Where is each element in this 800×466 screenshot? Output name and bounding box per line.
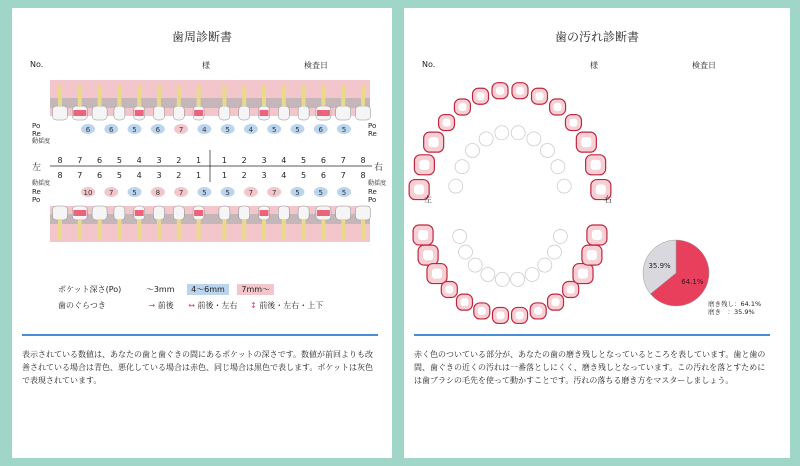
left-row-labels-top	[32, 122, 50, 146]
tooth-number: 3	[261, 156, 267, 165]
date-label: 検査日	[304, 61, 328, 70]
plaque-explanation: 赤く色のついている部分が、あなたの歯の磨き残しとなっているところを表しています。歯と歯の間、歯ぐきの近くの汚れは一番落としにくく、磨き残しとなっています。この汚れを落とすためには歯ブラシの毛先を使って動かすことです。汚れの落ちる磨き方をマスターしましょう。	[414, 334, 770, 387]
tooth-crown	[53, 106, 68, 120]
dental-arch	[409, 83, 611, 324]
tooth-root	[262, 86, 266, 106]
tooth-crown	[173, 106, 184, 120]
tooth-root	[58, 86, 62, 106]
plaque-title: 歯の汚れ診断書	[554, 30, 639, 44]
pocket-value: 5	[225, 126, 230, 134]
tooth-root	[98, 86, 102, 106]
inner-tooth-outline	[540, 143, 554, 157]
tooth-number: 1	[196, 171, 202, 180]
pocket-value: 7	[271, 189, 277, 197]
pocket-value: 5	[225, 189, 230, 197]
arch-tooth-core	[554, 103, 562, 111]
arch-tooth-core	[581, 137, 591, 147]
periodontal-explanation: 表示されている数値は、あなたの歯と歯ぐきの間にあるポケットの深さです。数値が前回よりも改善されている場合は青色、悪化している場合は赤色、同じ場合は黒色で表します。ポケットは灰色で表現されています。	[22, 334, 378, 387]
pocket-value: 5	[341, 126, 347, 134]
pocket-value: 5	[295, 126, 300, 134]
inner-tooth-outline	[527, 132, 541, 146]
inner-tooth-outline	[455, 160, 469, 174]
tooth-crown	[154, 106, 165, 120]
inner-tooth-outline	[449, 179, 463, 193]
tooth-number: 5	[301, 156, 307, 165]
arch-tooth-core	[552, 298, 560, 306]
tooth-root	[242, 86, 246, 106]
re-label: Re	[368, 130, 377, 138]
pie-legend-remaining: 磨き残し：64.1%	[708, 300, 762, 308]
arch-tooth-core	[432, 269, 442, 279]
pocket-value: 6	[155, 126, 161, 134]
tooth-root	[302, 220, 306, 240]
tooth-crown	[239, 106, 250, 120]
tooth-crown	[278, 206, 289, 220]
tooth-number: 3	[156, 156, 162, 165]
pocket-value: 7	[178, 126, 184, 134]
mobility-label: 動揺度	[368, 180, 387, 187]
tooth-crown	[356, 106, 371, 120]
tooth-crown	[278, 106, 289, 120]
tooth-number: 1	[221, 156, 227, 165]
arch-tooth-core	[592, 230, 602, 240]
legend-shallow: 〜3mm	[145, 285, 175, 294]
tooth-root	[137, 220, 141, 240]
tooth-number: 8	[57, 156, 63, 165]
pocket-value: 5	[318, 189, 323, 197]
tooth-root	[341, 220, 345, 240]
tooth-root	[177, 86, 181, 106]
inner-tooth-outline	[495, 272, 509, 286]
tooth-number: 7	[77, 156, 83, 165]
pocket-value: 5	[295, 189, 300, 197]
tooth-crown	[239, 206, 250, 220]
tooth-crown	[336, 106, 351, 120]
arch-tooth-core	[418, 230, 428, 240]
tooth-crown	[92, 206, 107, 220]
inner-tooth-outline	[453, 229, 467, 243]
tooth-number: 8	[360, 171, 366, 180]
inner-tooth-outline	[547, 245, 561, 259]
arch-tooth-core	[535, 92, 543, 100]
tooth-number: 6	[97, 156, 103, 165]
tooth-number: 4	[281, 156, 287, 165]
legend-deep: 7mm〜	[237, 284, 274, 295]
tooth-root	[222, 86, 226, 106]
tooth-root	[78, 86, 82, 106]
upper-tooth-numbers	[57, 156, 365, 165]
tooth-number: 5	[116, 156, 122, 165]
tooth-root	[197, 220, 201, 240]
sama-label: 様	[202, 61, 210, 70]
arch-tooth-core	[414, 185, 424, 195]
right-row-labels-top	[368, 122, 377, 138]
tooth-crown	[92, 106, 107, 120]
periodontal-title: 歯周診断書	[171, 30, 232, 44]
pocket-legend-label: ポケット深さ(Po)	[58, 285, 122, 294]
pocket-value: 4	[248, 126, 254, 134]
tooth-number: 6	[320, 156, 326, 165]
tooth-lesion	[135, 210, 144, 216]
inner-tooth-outline	[525, 267, 539, 281]
pocket-value: 5	[132, 126, 137, 134]
tooth-root	[262, 220, 266, 240]
tooth-root	[242, 220, 246, 240]
pocket-value: 5	[271, 126, 277, 134]
lower-pocket-values	[81, 187, 351, 197]
re-label: Re	[32, 188, 41, 196]
tooth-number: 6	[320, 171, 326, 180]
legend-medium: 4〜6mm	[187, 284, 229, 295]
tooth-lesion	[260, 110, 269, 116]
tooth-root	[197, 86, 201, 106]
pie-legend	[708, 300, 761, 316]
tooth-number: 1	[196, 156, 202, 165]
pocket-value: 5	[132, 189, 137, 197]
po-label: Po	[368, 196, 377, 204]
date-label: 検査日	[692, 61, 716, 70]
tooth-root	[117, 86, 121, 106]
arch-tooth-core	[516, 87, 524, 95]
arch-tooth-core	[445, 286, 453, 294]
arch-tooth-core	[419, 160, 429, 170]
tooth-number: 7	[340, 171, 346, 180]
tooth-lesion	[194, 110, 203, 116]
plaque-sheet	[404, 8, 790, 458]
tooth-crown	[356, 206, 371, 220]
tooth-root	[58, 220, 62, 240]
tooth-root	[282, 86, 286, 106]
tooth-lesion	[73, 210, 86, 216]
pocket-value: 7	[248, 189, 254, 197]
pocket-value: 4	[202, 126, 207, 134]
tooth-crown	[53, 206, 68, 220]
tooth-lesion	[260, 210, 269, 216]
tooth-crown	[114, 206, 125, 220]
tooth-root	[157, 86, 161, 106]
arch-tooth-core	[423, 250, 433, 260]
inner-tooth-outline	[468, 258, 482, 272]
tooth-crown	[154, 206, 165, 220]
inner-tooth-outline	[511, 126, 525, 140]
po-label: Po	[32, 196, 41, 204]
tooth-crown	[336, 206, 351, 220]
arrow-right-icon: →	[148, 301, 156, 310]
inner-tooth-outline	[553, 229, 567, 243]
pocket-value: 7	[178, 189, 184, 197]
pocket-value: 6	[109, 126, 114, 134]
tooth-root	[137, 86, 141, 106]
upper-pocket-values	[81, 124, 351, 134]
arch-tooth-core	[567, 286, 575, 294]
pocket-value: 10	[83, 189, 93, 197]
left-side-label: 左	[32, 163, 42, 173]
tooth-root	[361, 86, 365, 106]
arch-tooth-core	[496, 311, 504, 319]
tooth-crown	[219, 106, 230, 120]
re-label: Re	[32, 130, 41, 138]
pocket-legend	[58, 284, 274, 295]
arch-tooth-core	[478, 307, 486, 315]
no-label: No.	[422, 60, 436, 69]
pocket-value: 7	[109, 189, 114, 197]
arch-tooth-core	[458, 103, 466, 111]
legend-move-3: 前後・左右・上下	[259, 301, 324, 310]
tooth-number: 4	[281, 171, 287, 180]
inner-tooth-outline	[459, 245, 473, 259]
tooth-number: 7	[77, 171, 83, 180]
right-row-labels-bottom	[368, 180, 386, 204]
plaque-pie-chart	[643, 240, 709, 306]
tooth-number: 4	[136, 156, 142, 165]
plaque-arch-chart	[404, 8, 790, 338]
pocket-value: 5	[202, 189, 207, 197]
pie-slice-label: 64.1%	[681, 277, 704, 286]
tooth-number: 7	[340, 156, 346, 165]
inner-tooth-outline	[466, 143, 480, 157]
inner-tooth-outline	[481, 267, 495, 281]
arch-tooth-core	[534, 307, 542, 315]
arrow-both-icon: ↔	[188, 301, 195, 310]
inner-tooth-outline	[479, 132, 493, 146]
tooth-lesion	[135, 110, 144, 116]
mobility-legend	[58, 300, 323, 311]
inner-tooth-outline	[557, 179, 571, 193]
pocket-value: 8	[155, 189, 161, 197]
arch-tooth-core	[578, 269, 588, 279]
mobility-label: 動揺度	[32, 180, 51, 187]
pie-legend-brushed: 磨き ：35.9%	[708, 308, 755, 316]
arch-tooth-core	[429, 137, 439, 147]
arch-tooth-core	[587, 250, 597, 260]
mobility-label: 動揺度	[32, 138, 51, 145]
tooth-root	[222, 220, 226, 240]
no-label: No.	[30, 60, 44, 69]
arch-tooth-core	[443, 119, 451, 127]
tooth-number: 8	[360, 156, 366, 165]
po-label: Po	[32, 122, 41, 130]
mobility-legend-label: 歯のぐらつき	[58, 301, 106, 310]
pocket-value: 6	[85, 126, 91, 134]
re-label: Re	[368, 188, 377, 196]
tooth-number: 1	[221, 171, 227, 180]
tooth-number: 5	[301, 171, 307, 180]
tooth-number: 4	[136, 171, 142, 180]
tooth-crown	[219, 206, 230, 220]
pocket-value: 5	[341, 189, 347, 197]
tooth-lesion	[194, 210, 203, 216]
lower-tooth-numbers	[57, 171, 365, 180]
tooth-lesion	[73, 110, 86, 116]
arch-tooth-core	[516, 311, 524, 319]
tooth-root	[321, 220, 325, 240]
tooth-root	[157, 220, 161, 240]
arch-tooth-core	[591, 160, 601, 170]
tooth-root	[361, 220, 365, 240]
po-label: Po	[368, 122, 377, 130]
tooth-root	[98, 220, 102, 240]
legend-move-1: 前後	[157, 301, 174, 310]
inner-tooth-outline	[538, 258, 552, 272]
tooth-root	[282, 220, 286, 240]
tooth-number: 3	[261, 171, 267, 180]
tooth-crown	[298, 106, 309, 120]
inner-tooth-outline	[495, 126, 509, 140]
periodontal-sheet	[12, 8, 392, 458]
arch-tooth-core	[496, 87, 504, 95]
tooth-number: 2	[176, 156, 182, 165]
tooth-number: 2	[176, 171, 182, 180]
tooth-root	[321, 86, 325, 106]
sama-label: 様	[590, 61, 598, 70]
tooth-number: 6	[97, 171, 103, 180]
left-side-label: 左	[424, 195, 432, 204]
tooth-root	[341, 86, 345, 106]
tooth-lesion	[317, 210, 330, 216]
tooth-number: 8	[57, 171, 63, 180]
tooth-lesion	[317, 110, 330, 116]
tooth-crown	[173, 206, 184, 220]
arrow-all-icon: ↕	[250, 301, 257, 310]
inner-tooth-outline	[511, 272, 525, 286]
tooth-root	[177, 220, 181, 240]
right-side-label: 右	[604, 195, 612, 204]
tooth-root	[302, 86, 306, 106]
tooth-number: 2	[241, 156, 247, 165]
tooth-number: 2	[241, 171, 247, 180]
arch-tooth-core	[460, 298, 468, 306]
pie-slice-label: 35.9%	[648, 262, 671, 271]
arch-tooth-core	[569, 119, 577, 127]
arch-tooth-core	[477, 92, 485, 100]
legend-move-2: 前後・左右	[197, 301, 238, 310]
tooth-crown	[298, 206, 309, 220]
pocket-value: 6	[318, 126, 323, 134]
left-row-labels-bottom	[32, 180, 50, 204]
tooth-root	[78, 220, 82, 240]
right-side-label: 右	[374, 163, 384, 173]
tooth-crown	[114, 106, 125, 120]
inner-tooth-outline	[551, 160, 565, 174]
tooth-number: 3	[156, 171, 162, 180]
tooth-root	[117, 220, 121, 240]
tooth-number: 5	[116, 171, 122, 180]
